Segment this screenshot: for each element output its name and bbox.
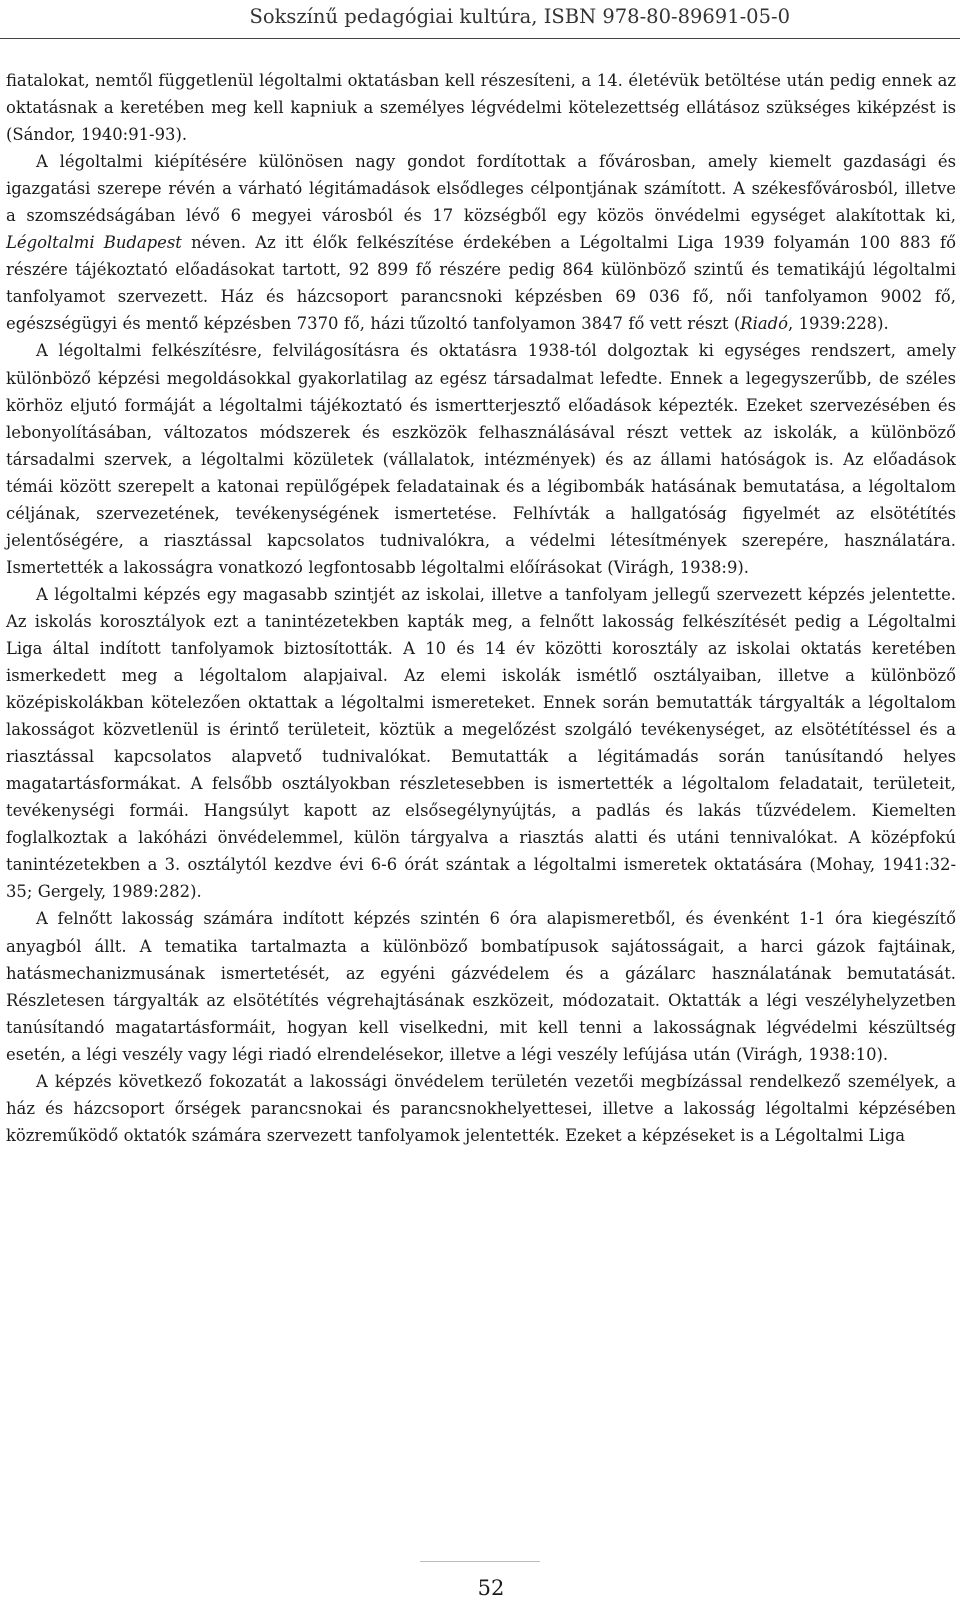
paragraph-1: [6, 67, 956, 148]
paragraph-3: [6, 337, 956, 580]
paragraph-4-text: A légoltalmi képzés egy magasabb szintjét az iskolai, illetve a tanfolyam jellegű szervezett képzés jelentette. Az iskolás korosztályok ezt a tanintézetekben kapták meg, a felnőtt lakosság felkészítését pedig a Légoltalmi Liga által indított tanfolyamok biztosították. A 10 és 14 év közötti korosztály az iskolai oktatás keretében ismerkedett meg a légoltalom alapjaival. Az elemi iskolák ismétlő osztályaiban, illetve a különböző középiskolákban kötelezően oktattak a légoltalmi ismereteket. Ennek során bemutatták tárgyalták a légoltalom lakosságot közvetlenül is érintő területeit, köztük a megelőzést szolgáló tevékenységet, az elsötétítéssel és a riasztással kapcsolatos alapvető tudnivalókat. Bemutatták a légitámadás során tanúsítandó helyes magatartásformákat. A felsőbb osztályokban részletesebben is ismertették a légoltalom feladatait, területeit, tevékenységi formái. Hangsúlyt kapott az elsősegélynyújtás, a padlás és lakás tűzvédelem. Kiemelten foglalkoztak a lakóházi önvédelemmel, külön tárgyalva a riasztás alatti és utáni tennivalókat. A középfokú tanintézetekben a 3. osztálytól kezdve évi 6-6 órát szántak a légoltalmi ismeretek oktatására (Mohay, 1941:32-35; Gergely, 1989:282).: [6, 584, 956, 902]
paragraph-2-text-a: A légoltalmi kiépítésére különösen nagy gondot fordítottak a fővárosban, amely kiemelt gazdasági és igazgatási szerepe révén a várható légitámadások elsődleges célpontjának számított. A székesfővárosból, illetve a szomszédságában lévő 6 megyei városból és 17 községből egy közös önvédelmi egységet alakítottak ki,: [6, 152, 956, 226]
paragraph-6: [6, 1068, 956, 1149]
page-number: 52: [477, 1576, 505, 1600]
paragraph-2-italic-term: Légoltalmi Budapest: [6, 233, 182, 253]
paragraph-2-text-c: , 1939:228).: [787, 314, 889, 334]
page-body: [6, 67, 956, 1149]
paragraph-5-text: A felnőtt lakosság számára indított képzés szintén 6 óra alapismeretből, és évenként 1-1 óra kiegészítő anyagból állt. A tematika tartalmazta a különböző bombatípusok sajátosságait, a harci gázok fajtáinak, hatásmechanizmusának ismertetését, az egyéni gázvédelem és a gázálarc használatának bemutatását. Részletesen tárgyalták az elsötétítés végrehajtásának eszközeit, módozatait. Oktatták a légi veszélyhelyzetben tanúsítandó magatartásformáit, hogyan kell viselkedni, mit kell tenni a lakosságnak légvédelmi készültség esetén, a légi veszély vagy légi riadó elrendelésekor, illetve a légi veszély lefújása után (Virágh, 1938:10).: [6, 909, 956, 1064]
paragraph-2: [6, 148, 956, 337]
paragraph-2-text-b: néven. Az itt élők felkészítése érdekében a Légoltalmi Liga 1939 folyamán 100 883 fő részére tájékoztató előadásokat tartott, 92 899 fő részére pedig 864 különböző szintű és tematikájú légoltalmi tanfolyamot szervezett. Ház és házcsoport parancsnoki képzésben 69 036 fő, női tanfolyamon 9002 fő, egészségügyi és mentő képzésben 7370 fő, házi tűzoltó tanfolyamon 3847 fő vett részt (: [6, 233, 956, 334]
paragraph-1-text: fiatalokat, nemtől függetlenül légoltalmi oktatásban kell részesíteni, a 14. életévük betöltése után pedig ennek az oktatásnak a keretében meg kell kapniuk a személyes légvédelmi kötelezettség ellátásoz szükséges kiképzést is (Sándor, 1940:91-93).: [6, 71, 956, 145]
paragraph-3-text: A légoltalmi felkészítésre, felvilágosításra és oktatásra 1938-tól dolgoztak ki egységes rendszert, amely különböző képzési megoldásokkal gyakorlatilag az egész társadalmat lefedte. Ennek a legegyszerűbb, de széles körhöz eljutó formáját a légoltalmi tájékoztató és ismertterjesztő előadások képezték. Ezeket szervezésében és lebonyolításában, változatos módszerek és eszközök felhasználásával részt vettek az iskolák, a különböző társadalmi szervek, a légoltalmi közületek (vállalatok, intézmények) és az állami hatóságok is. Az előadások témái között szerepelt a katonai repülőgépek feladatainak és a légibombák hatásának bemutatása, a légoltalom céljának, szervezetének, tevékenységének ismertetése. Felhívták a hallgatóság figyelmét az elsötétítés jelentőségére, a riasztással kapcsolatos tudnivalókra, a védelmi létesítmények szerepére, használatára. Ismertették a lakosságra vonatkozó legfontosabb légoltalmi előírásokat (Virágh, 1938:9).: [6, 341, 956, 577]
running-header-title: Sokszínű pedagógiai kultúra, ISBN 978-80-89691-05-0: [249, 5, 790, 28]
paragraph-6-text: A képzés következő fokozatát a lakossági önvédelem területén vezetői megbízással rendelkező személyek, a ház és házcsoport őrségek parancsnokai és parancsnokhelyettesei, illetve a lakosság légoltalmi képzésében közreműködő oktatók számára szervezett tanfolyamok jelentették. Ezeket a képzéseket is a Légoltalmi Liga: [6, 1071, 956, 1145]
header-rule: [0, 38, 960, 39]
running-header: [0, 4, 960, 30]
paragraph-4: [6, 581, 956, 906]
paragraph-5: [6, 905, 956, 1067]
paragraph-2-italic-source: Riadó: [740, 314, 788, 334]
footer-rule: [420, 1561, 540, 1562]
